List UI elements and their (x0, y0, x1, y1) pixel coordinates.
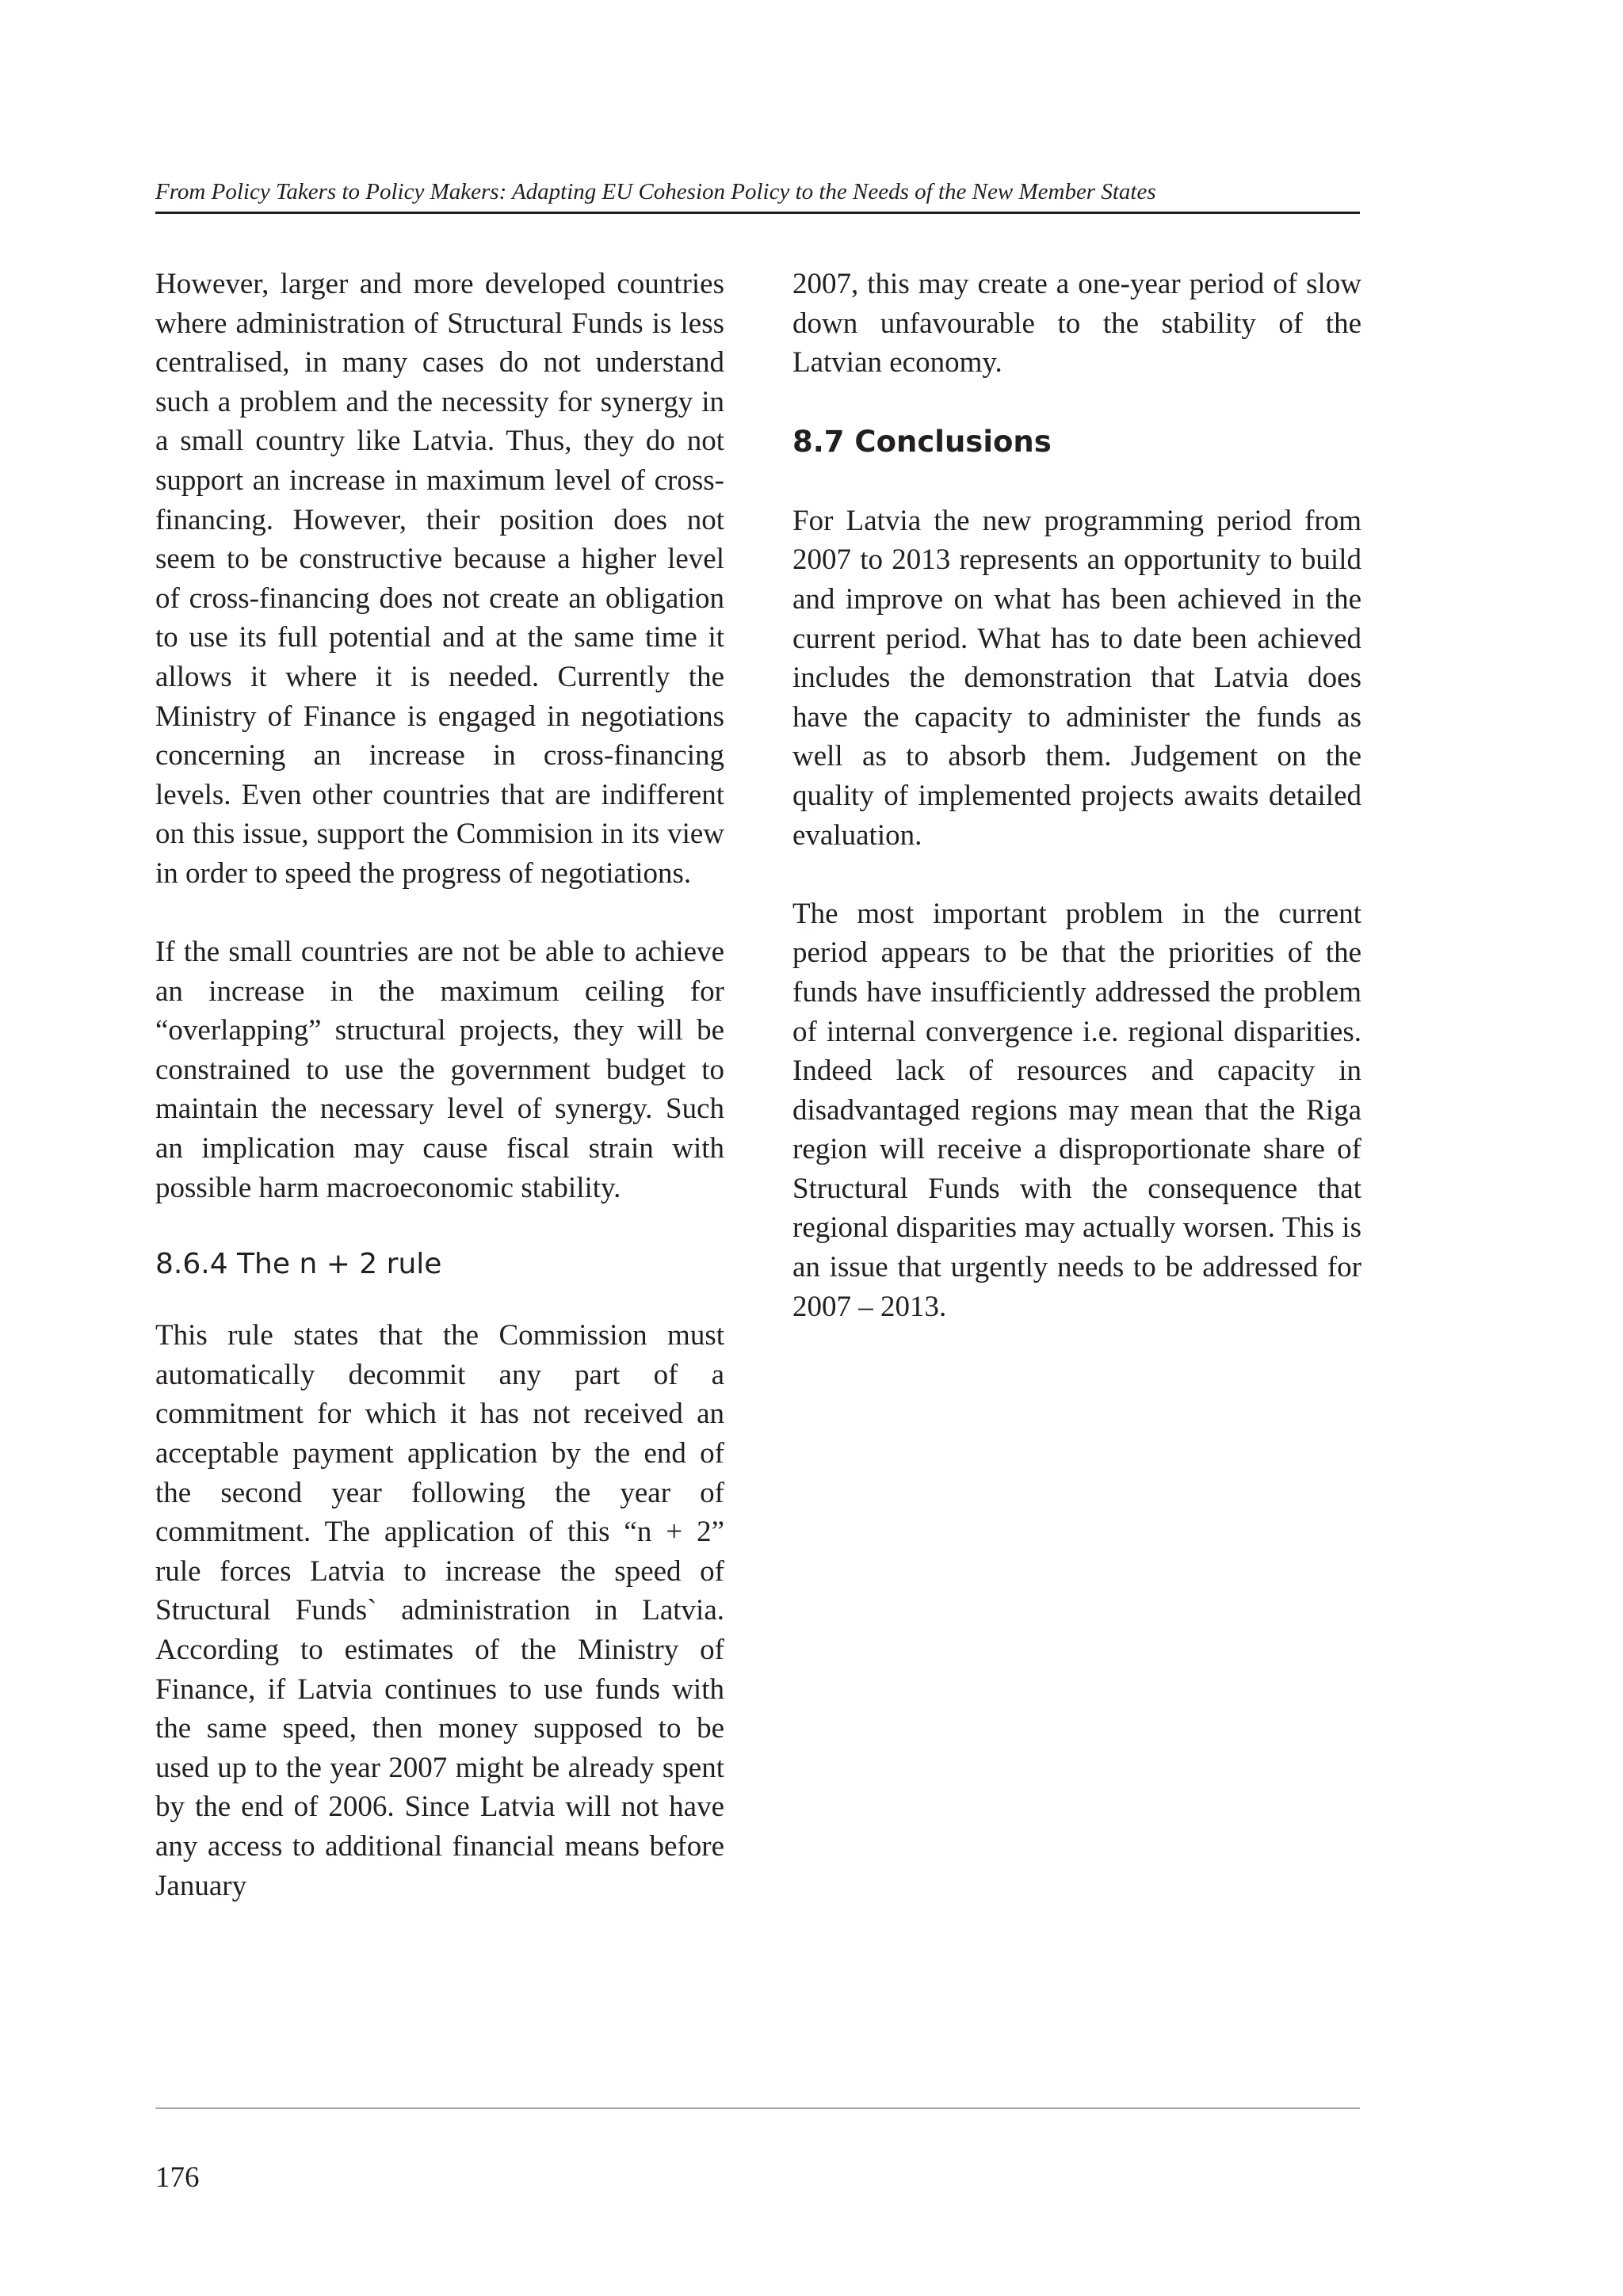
section-heading-conclusions: 8.7 Conclusions (792, 424, 1052, 459)
left-column (155, 265, 724, 1905)
left-paragraph-small-countries: If the small countries are not be able to achieve an increase in the maximum ceiling for “overlapping” structural projects, they will be constrained to use the government budget to maintain the necessary level of synergy. Such an implication may cause fiscal strain with possible harm macroeconomic stability. (155, 936, 724, 1204)
subsection-heading-n-plus-2-rule: 8.6.4 The n + 2 rule (155, 1248, 442, 1281)
left-paragraph-cross-financing: However, larger and more developed countries where administration of Structural Funds is less centralised, in many cases do not understand such a problem and the necessity for synergy in a small country like Latvia. Thus, they do not support an increase in maximum level of cross- financing. However, their position does not seem to be constructive because a higher level of cross-financing does not create an obligation to use its full potential and at the same time it allows it where it is needed. Currently the Ministry of Finance is engaged in negotiations concerning an increase in cross-financing levels. Even other countries that are indifferent on this issue, support the Commision in its view in order to speed the progress of negotiations. (155, 268, 724, 890)
left-paragraph-n-plus-2-rule: This rule states that the Commission must automatically decommit any part of a commitment for which it has not received an acceptable payment application by the end of the second year following the year of commitment. The application of this “n + 2” rule forces Latvia to increase the speed of Structural Funds` administration in Latvia. According to estimates of the Ministry of Finance, if Latvia continues to use funds with the same speed, then money supposed to be used up to the year 2007 might be already spent by the end of 2006. Since Latvia will not have any access to additional financial means before January (155, 1319, 724, 1902)
running-header-title: From Policy Takers to Policy Makers: Adapting EU Cohesion Policy to the Needs of the New Member States (155, 179, 1156, 204)
right-column (792, 265, 1361, 1326)
right-paragraph-internal-convergence: The most important problem in the current period appears to be that the priorities of the funds have insufficiently addressed the problem of internal convergence i.e. regional disparities. Indeed lack of resources and capacity in disadvantaged regions may mean that the Riga region will receive a disproportionate share of Structural Funds with the consequence that regional disparities may actually worsen. This is an issue that urgently needs to be addressed for 2007 – 2013. (792, 897, 1361, 1323)
right-paragraph-continuation: 2007, this may create a one-year period of slow down unfavourable to the stability of the Latvian economy. (792, 268, 1361, 379)
page-number: 176 (155, 2161, 200, 2194)
right-paragraph-programming-period: For Latvia the new programming period from 2007 to 2013 represents an opportunity to build and improve on what has been achieved in the current period. What has to date been achieved includes the demonstration that Latvia does have the capacity to administer the funds as well as to absorb them. Judgement on the quality of implemented projects awaits detailed evaluation. (792, 504, 1361, 852)
footer-divider (155, 2107, 1360, 2109)
header-divider (155, 212, 1360, 214)
